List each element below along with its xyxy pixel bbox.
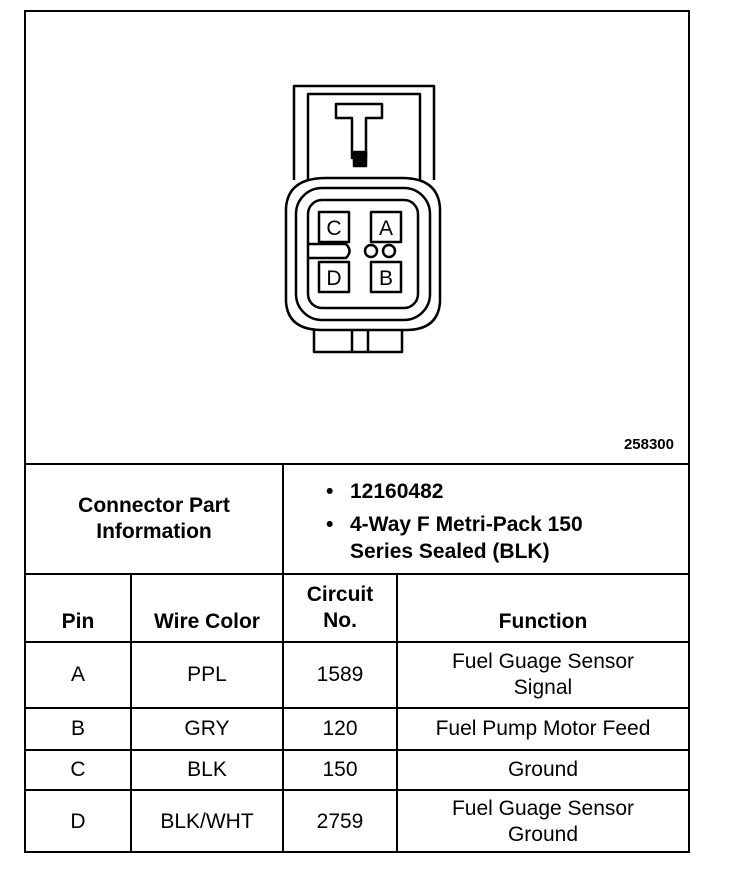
latch-stem [354, 152, 366, 166]
row-c-circuit: 150 [322, 758, 358, 781]
row-a-circuit: 1589 [316, 663, 364, 686]
connector-type-line1: 4-Way F Metri-Pack 150 [350, 513, 583, 536]
connector-foot [314, 330, 402, 352]
part-info-item [326, 511, 686, 565]
row-b-wire-color: GRY [184, 717, 230, 740]
header-circuit-no [284, 575, 396, 641]
latch-t [336, 104, 382, 158]
row-d-pin: D [70, 810, 86, 833]
row-a-function-line1: Fuel Guage Sensor [451, 650, 635, 673]
connector-diagram [26, 12, 688, 463]
part-info-label [26, 465, 282, 573]
row-b-pin: B [70, 717, 85, 740]
row-d-function-line2: Ground [507, 823, 579, 846]
row-a-function [398, 643, 688, 707]
row-d-wire-color: BLK/WHT [160, 810, 254, 833]
part-info-label-line1: Connector Part [78, 494, 230, 517]
row-d-circuit: 2759 [316, 810, 364, 833]
bullet: • [326, 513, 334, 536]
connector-sheet [24, 10, 690, 853]
header-function: Function [498, 610, 588, 633]
row-a-function-line2: Signal [513, 676, 573, 699]
row-d-function-line1: Fuel Guage Sensor [451, 797, 635, 820]
part-number: 12160482 [350, 480, 444, 503]
row-b-function: Fuel Pump Motor Feed [435, 717, 651, 740]
pin-letter-b: B [378, 267, 394, 290]
row-d-function [398, 791, 688, 853]
row-c-function: Ground [507, 758, 579, 781]
row-a-wire-color: PPL [187, 663, 227, 686]
row-c-pin: C [70, 758, 86, 781]
connector-body-inner [296, 188, 430, 320]
header-pin: Pin [61, 610, 95, 633]
header-circuit-line2: No. [323, 609, 357, 632]
pin-letter-a: A [378, 217, 394, 240]
part-info-list [326, 478, 686, 565]
part-info-item [326, 478, 686, 505]
row-c-wire-color: BLK [187, 758, 227, 781]
polarizing-circle-right [383, 245, 395, 257]
part-info-label-line2: Information [96, 520, 212, 543]
connector-type-line2: Series Sealed (BLK) [350, 540, 550, 563]
row-b-circuit: 120 [322, 717, 358, 740]
polarizing-circle-left [365, 245, 377, 257]
header-wire-color: Wire Color [154, 610, 260, 633]
row-a-pin: A [70, 663, 85, 686]
header-circuit-line1: Circuit [306, 583, 374, 606]
keyway [309, 244, 350, 258]
foot-tab [352, 330, 368, 352]
pin-letter-d: D [326, 267, 342, 290]
figure-id: 258300 [623, 436, 674, 453]
bullet: • [326, 480, 334, 503]
pin-letter-c: C [326, 217, 342, 240]
